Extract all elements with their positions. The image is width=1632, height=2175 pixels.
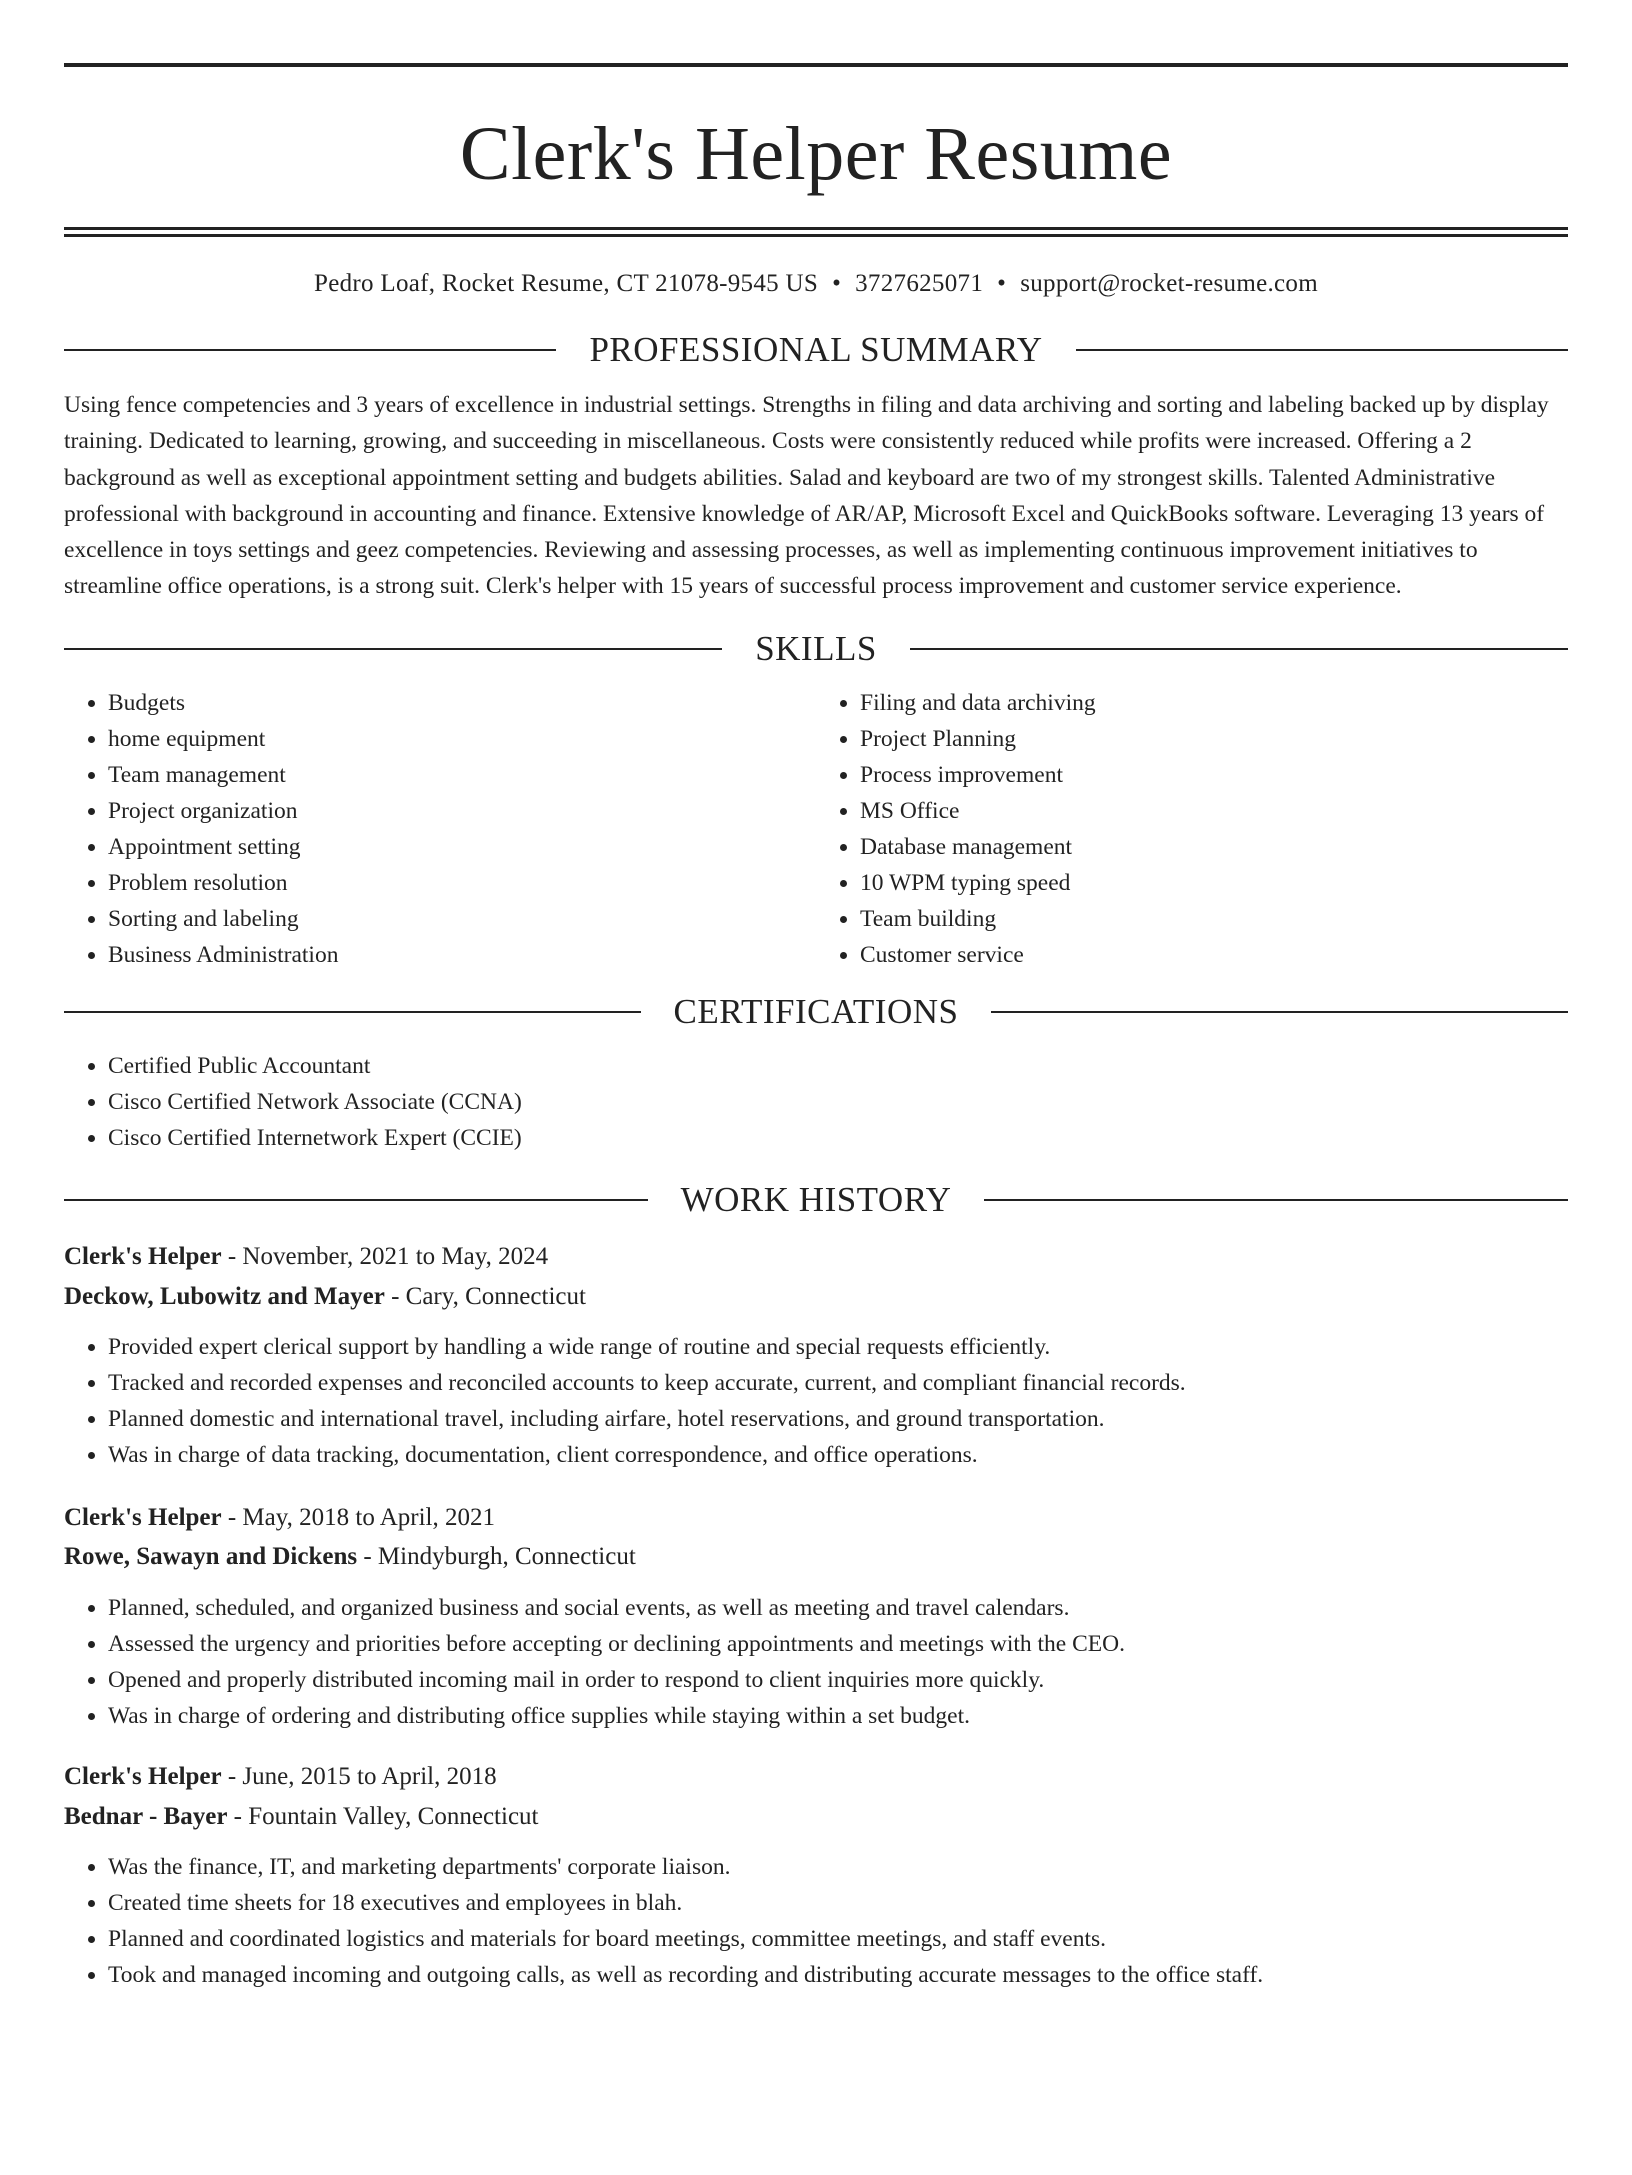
contact-email: support@rocket-resume.com: [1020, 270, 1318, 297]
skill-item: • 10 WPM typing speed: [860, 865, 1568, 901]
section-heading-label: PROFESSIONAL SUMMARY: [589, 330, 1043, 369]
job-entry: [64, 1501, 1568, 1734]
skills-list-left: [64, 685, 816, 973]
page-title: Clerk's Helper Resume: [459, 112, 1173, 196]
job-duty: • Tracked and recorded expenses and reconciled accounts to keep accurate, current, and compliant financial records.: [108, 1365, 1568, 1401]
job-location: - Mindyburgh, Connecticut: [357, 1542, 636, 1570]
skill-item: • home equipment: [108, 721, 816, 757]
job-location: - Cary, Connecticut: [384, 1282, 586, 1310]
heading-rule: [64, 648, 722, 650]
certification-item: • Cisco Certified Network Associate (CCNA): [108, 1084, 1568, 1120]
heading-rule: [991, 1011, 1568, 1013]
skills-list-right: [816, 685, 1568, 973]
contact-address: Pedro Loaf, Rocket Resume, CT 21078-9545 US: [314, 270, 819, 297]
job-duties-list: [64, 1849, 1568, 1993]
skill-item: • Appointment setting: [108, 829, 816, 865]
job-duty: • Provided expert clerical support by handling a wide range of routine and special requests efficiently.: [108, 1329, 1568, 1365]
certifications-list: [64, 1048, 1568, 1156]
job-duty: • Assessed the urgency and priorities before accepting or declining appointments and meetings with the CEO.: [108, 1626, 1568, 1662]
job-duty: • Planned, scheduled, and organized business and social events, as well as meeting and travel calendars.: [108, 1590, 1568, 1626]
skill-item: • MS Office: [860, 793, 1568, 829]
heading-rule: [64, 1199, 648, 1201]
job-location: - Fountain Valley, Connecticut: [227, 1802, 539, 1830]
section-heading-summary: [64, 328, 1568, 372]
skill-item: • Team management: [108, 757, 816, 793]
job-dates: - November, 2021 to May, 2024: [221, 1242, 549, 1270]
job-title: Clerk's Helper: [64, 1503, 222, 1531]
heading-rule: [984, 1199, 1568, 1201]
job-title-line: [64, 1760, 1568, 1794]
skills-grid: [64, 685, 1568, 973]
job-duty: • Planned and coordinated logistics and materials for board meetings, committee meetings, and staff events.: [108, 1921, 1568, 1957]
job-duty: • Opened and properly distributed incoming mail in order to respond to client inquiries more quickly.: [108, 1662, 1568, 1698]
job-duty: • Was the finance, IT, and marketing departments' corporate liaison.: [108, 1849, 1568, 1885]
job-company: Bednar - Bayer: [64, 1802, 228, 1830]
job-duty: • Was in charge of data tracking, documentation, client correspondence, and office operations.: [108, 1437, 1568, 1473]
section-heading-skills: [64, 627, 1568, 671]
skill-item: • Project organization: [108, 793, 816, 829]
skill-item: • Budgets: [108, 685, 816, 721]
skill-item: • Project Planning: [860, 721, 1568, 757]
resume-page: [0, 63, 1632, 2175]
skill-item: • Business Administration: [108, 937, 816, 973]
skills-column-right: [816, 685, 1568, 973]
certification-item: • Certified Public Accountant: [108, 1048, 1568, 1084]
summary-paragraph: Using fence competencies and 3 years of excellence in industrial settings. Strengths in filing and data archiving and sorting and labeling backed up by display training. Dedicated to learning, growing, and succeeding in miscellaneous. Costs were consistently reduced while profits were increased. Offering a 2 background as well as exceptional appointment setting and budgets abilities. Salad and keyboard are two of my strongest skills. Talented Administrative professional with background in accounting and finance. Extensive knowledge of AR/AP, Microsoft Excel and QuickBooks software. Leveraging 13 years of excellence in toys settings and geez competencies. Reviewing and assessing processes, as well as implementing continuous improvement initiatives to streamline office operations, is a strong suit. Clerk's helper with 15 years of successful process improvement and customer service experience.: [64, 392, 1549, 600]
section-heading-label: CERTIFICATIONS: [673, 991, 959, 1031]
title-double-rule: [64, 227, 1568, 237]
job-duty: • Was in charge of ordering and distributing office supplies while staying within a set budget.: [108, 1698, 1568, 1734]
heading-rule: [910, 648, 1568, 650]
job-title-line: [64, 1501, 1568, 1535]
skills-column-left: [64, 685, 816, 973]
skill-item: • Customer service: [860, 937, 1568, 973]
job-duty: • Took and managed incoming and outgoing calls, as well as recording and distributing accurate messages to the office staff.: [108, 1957, 1568, 1993]
contact-separator: •: [997, 270, 1007, 297]
job-entry: [64, 1240, 1568, 1473]
skill-item: • Problem resolution: [108, 865, 816, 901]
job-duties-list: [64, 1590, 1568, 1734]
heading-rule: [64, 1011, 641, 1013]
job-company: Deckow, Lubowitz and Mayer: [64, 1282, 385, 1310]
job-duty: • Created time sheets for 18 executives and employees in blah.: [108, 1885, 1568, 1921]
job-company-line: [64, 1800, 1568, 1834]
section-heading-label: SKILLS: [755, 628, 877, 668]
skill-item: • Sorting and labeling: [108, 901, 816, 937]
heading-rule: [64, 349, 556, 351]
section-heading-work-history: [64, 1178, 1568, 1222]
job-duty: • Planned domestic and international travel, including airfare, hotel reservations, and ground transportation.: [108, 1401, 1568, 1437]
job-company-line: [64, 1540, 1568, 1574]
job-company-line: [64, 1280, 1568, 1314]
job-entry: [64, 1760, 1568, 1993]
job-title: Clerk's Helper: [64, 1242, 222, 1270]
skill-item: • Filing and data archiving: [860, 685, 1568, 721]
contact-line: [64, 268, 1568, 300]
contact-separator: •: [832, 270, 842, 297]
contact-phone: 3727625071: [855, 270, 984, 297]
job-title-line: [64, 1240, 1568, 1274]
job-company: Rowe, Sawayn and Dickens: [64, 1542, 358, 1570]
job-dates: - May, 2018 to April, 2021: [221, 1503, 495, 1531]
section-heading-certifications: [64, 990, 1568, 1034]
job-title: Clerk's Helper: [64, 1762, 222, 1790]
job-dates: - June, 2015 to April, 2018: [221, 1762, 497, 1790]
heading-rule: [1076, 349, 1568, 351]
skill-item: • Database management: [860, 829, 1568, 865]
section-heading-label: WORK HISTORY: [680, 1179, 952, 1219]
job-duties-list: [64, 1329, 1568, 1473]
top-rule: [64, 63, 1568, 67]
certification-item: • Cisco Certified Internetwork Expert (CCIE): [108, 1120, 1568, 1156]
skill-item: • Team building: [860, 901, 1568, 937]
skill-item: • Process improvement: [860, 757, 1568, 793]
